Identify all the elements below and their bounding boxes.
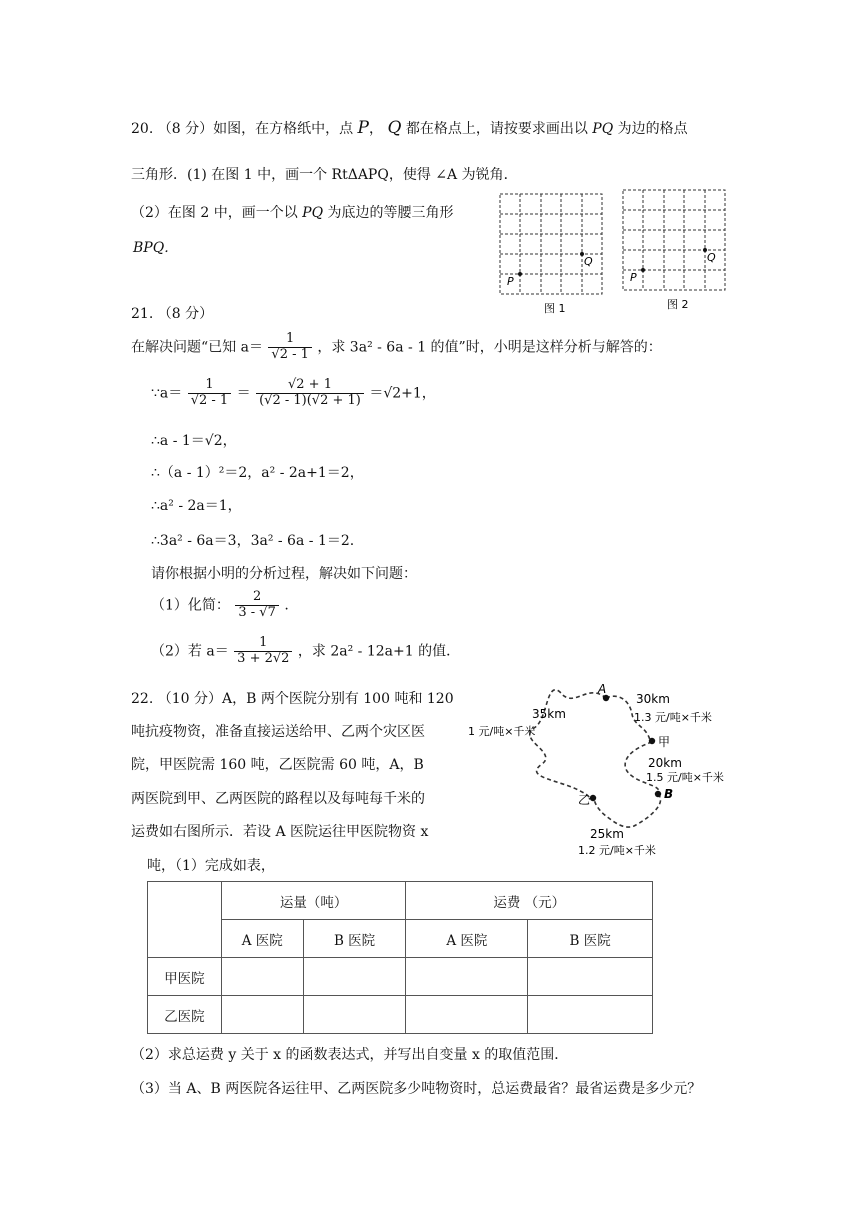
label-b-jia-dist: 20km: [648, 756, 682, 770]
table-col-header: A 医院: [406, 920, 528, 958]
grid-figure-2: [619, 186, 731, 314]
label-a-yi-dist: 35km: [532, 707, 566, 721]
q21-prompt: 请你根据小明的分析过程，解决如下问题：: [151, 566, 417, 582]
fraction: $\frac{2}{3 - √7}$: [235, 590, 278, 621]
q21-sub1: （1）化简： $\frac{2}{3 - √7}$ .: [151, 589, 289, 620]
q20-line4: BPQ．: [133, 240, 179, 256]
q22-line1: 22. （10 分）A，B 两个医院分别有 100 吨和 120: [131, 691, 454, 707]
q20-line3: （2）在图 2 中，画一个以 PQ 为底边的等腰三角形: [131, 205, 454, 221]
table-cell: [303, 996, 406, 1034]
q21-intro: 在解决问题“已知 a＝ $\frac{1}{√2 - 1}$ ，求 3a² - 6a - 1 的值”时，小明是这样分析与解答的：: [131, 331, 662, 362]
table-corner-cell: [148, 882, 222, 958]
table-group-header: 运费 （元）: [406, 882, 653, 920]
point-q-label: Q: [707, 251, 716, 264]
q22-line3: 院，甲医院需 160 吨，乙医院需 60 吨，A，B: [131, 757, 424, 773]
q20-line1: 20. （8 分）如图，在方格纸中，点 P， Q 都在格点上，请按要求画出以 PQ 为边的格点: [131, 118, 688, 138]
q21-step1: ∵a＝ $\frac{1}{√2 - 1}$ ＝ $\frac{√2 + 1}{(√2 - 1)(√2 + 1)}$ ＝√2+1，: [151, 377, 436, 408]
label-a-jia-dist: 30km: [636, 692, 670, 706]
table-row: [148, 920, 653, 958]
fraction: $\frac{1}{3 + 2√2}$: [234, 636, 292, 667]
table-row-header: 甲医院: [148, 958, 222, 996]
label-jia: 甲: [658, 735, 671, 749]
label-b: B: [664, 787, 674, 801]
table-col-header: B 医院: [528, 920, 653, 958]
fraction: $\frac{1}{√2 - 1}$: [268, 332, 311, 363]
q22-line4: 两医院到甲、乙两医院的路程以及每吨每千米的: [131, 791, 425, 807]
node-yi: [590, 795, 596, 801]
q22-part2: （2）求总运费 y 关于 x 的函数表达式，并写出自变量 x 的取值范围．: [131, 1047, 569, 1063]
q21-step5: ∴3a² - 6a＝3，3a² - 6a - 1＝2.: [151, 533, 355, 549]
table-cell: [528, 958, 653, 996]
label-b-yi-rate: 1.2 元/吨×千米: [578, 844, 656, 857]
fraction: $\frac{√2 + 1}{(√2 - 1)(√2 + 1)}$: [256, 378, 364, 409]
grid-figure-1: [496, 190, 608, 318]
q22-part3: （3）当 A、B 两医院各运往甲、乙两医院多少吨物资时，总运费最省？最省运费是多少元？: [131, 1081, 702, 1097]
q20-line2: 三角形．(1) 在图 1 中，画一个 RtΔAPQ，使得 ∠A 为锐角．: [131, 167, 518, 183]
label-a-yi-rate: 1 元/吨×千米: [468, 725, 536, 738]
q21-step3: ∴（a - 1）²＝2，a² - 2a+1＝2，: [151, 465, 364, 481]
table-cell: [528, 996, 653, 1034]
q21-header: 21. （8 分）: [131, 306, 214, 322]
q22-line2: 吨抗疫物资，准备直接运送给甲、乙两个灾区医: [131, 724, 425, 740]
point-p-marker: [518, 272, 522, 276]
point-q-label: Q: [584, 255, 593, 268]
transport-table: [147, 881, 653, 1034]
table-cell: [221, 958, 303, 996]
label-a: A: [598, 682, 607, 696]
table-cell: [221, 996, 303, 1034]
q22-line6: 吨，（1）完成如表，: [147, 858, 275, 874]
table-row: [148, 996, 653, 1034]
table-row: [148, 882, 653, 920]
table-col-header: A 医院: [221, 920, 303, 958]
table-cell: [303, 958, 406, 996]
node-jia: [649, 738, 655, 744]
table-row-header: 乙医院: [148, 996, 222, 1034]
point-p-label: P: [507, 275, 514, 288]
table-row: [148, 958, 653, 996]
fig1-caption: 图 1: [544, 302, 566, 315]
route-b-yi: [594, 794, 661, 827]
table-cell: [406, 958, 528, 996]
route-map: [462, 680, 742, 862]
q22-line5: 运费如右图所示．若设 A 医院运往甲医院物资 x: [131, 824, 429, 840]
point-p-label: P: [630, 271, 637, 284]
point-p-marker: [641, 268, 645, 272]
q21-step4: ∴a² - 2a＝1，: [151, 498, 242, 514]
fraction: $\frac{1}{√2 - 1}$: [188, 378, 231, 409]
table-group-header: 运量（吨）: [221, 882, 406, 920]
node-b: [655, 791, 661, 797]
label-yi: 乙: [578, 793, 591, 807]
table-col-header: B 医院: [303, 920, 406, 958]
q21-sub2: （2）若 a＝ $\frac{1}{3 + 2√2}$ ，求 2a² - 12a+1 的值．: [151, 635, 461, 666]
label-b-yi-dist: 25km: [590, 827, 624, 841]
label-a-jia-rate: 1.3 元/吨×千米: [634, 711, 712, 724]
fig2-caption: 图 2: [667, 298, 689, 311]
table-cell: [406, 996, 528, 1034]
label-b-jia-rate: 1.5 元/吨×千米: [646, 771, 724, 784]
q21-step2: ∴a - 1＝√2，: [151, 433, 237, 449]
